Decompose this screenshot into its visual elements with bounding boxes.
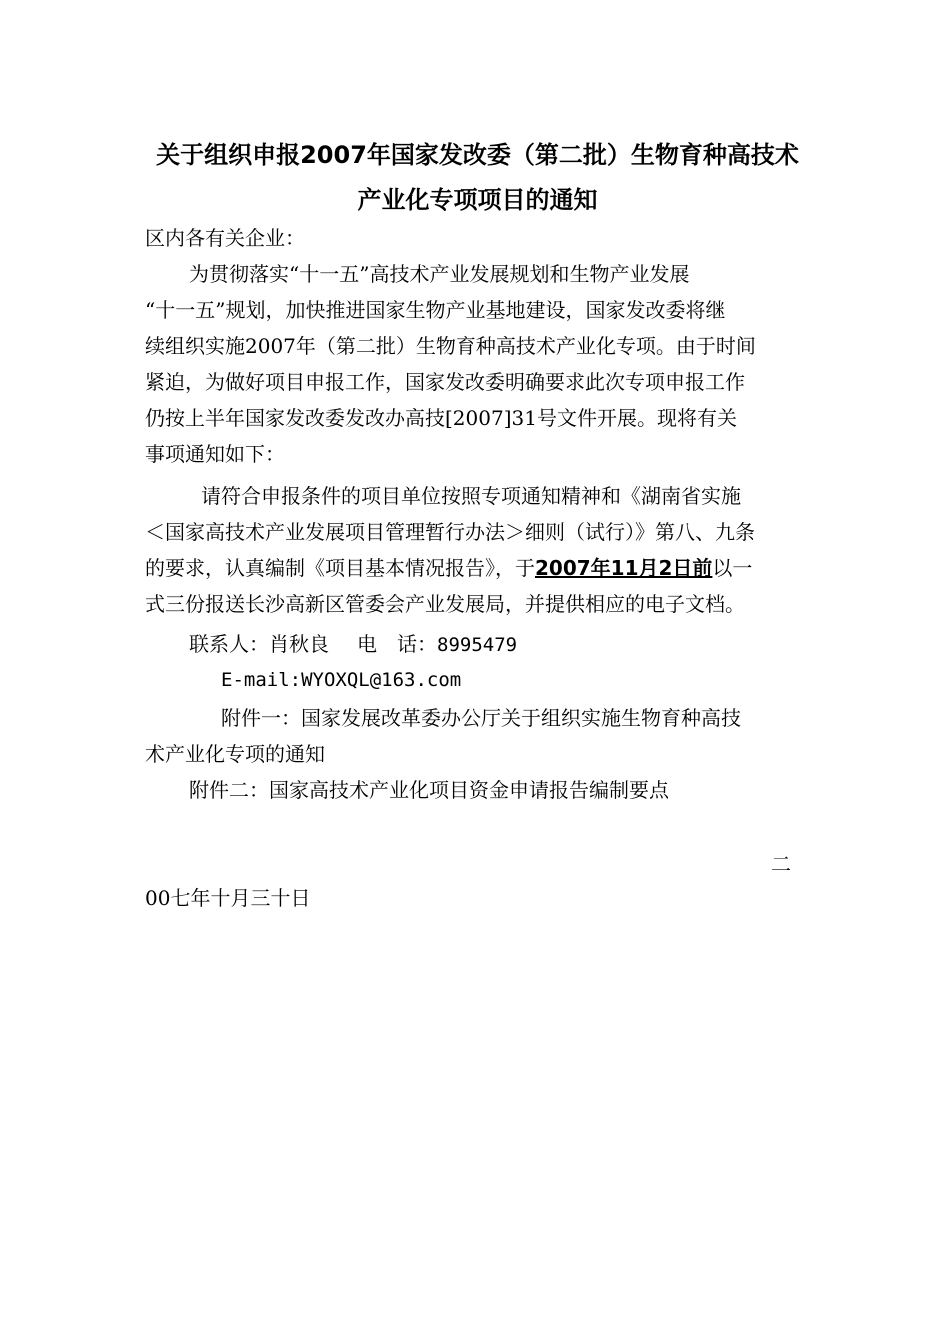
- paragraph-1-line-6: 事项通知如下：: [145, 442, 285, 466]
- date-part-1: 二: [771, 852, 791, 876]
- attachment-1-line-2: 术产业化专项的通知: [145, 742, 325, 766]
- paragraph-2-line-3-before: 的要求，认真编制《项目基本情况报告》，于: [145, 556, 535, 580]
- contact-person-name: 肖秋良: [269, 632, 329, 656]
- contact-phone-label: 电 话：: [357, 632, 437, 656]
- paragraph-1-line-3: 续组织实施2007年（第二批）生物育种高技术产业化专项。由于时间: [145, 334, 756, 358]
- paragraph-2-line-2: ＜国家高技术产业发展项目管理暂行办法＞细则（试行）》第八、九条: [145, 520, 755, 544]
- attachment-1-line-1: 附件一：国家发展改革委办公厅关于组织实施生物育种高技: [221, 706, 741, 730]
- contact-line: [189, 628, 517, 660]
- paragraph-1-line-1: 为贯彻落实“十一五”高技术产业发展规划和生物产业发展: [189, 262, 690, 286]
- attachment-2: 附件二：国家高技术产业化项目资金申请报告编制要点: [189, 778, 669, 802]
- paragraph-2-line-4: 式三份报送长沙高新区管委会产业发展局，并提供相应的电子文档。: [145, 592, 745, 616]
- contact-phone: 8995479: [437, 634, 518, 656]
- submission-deadline: 2007年11月2日前: [535, 556, 713, 580]
- paragraph-2-line-1: 请符合申报条件的项目单位按照专项通知精神和《湖南省实施: [201, 484, 741, 508]
- document-title-line-2: 产业化专项项目的通知: [357, 186, 598, 214]
- salutation: 区内各有关企业：: [145, 226, 305, 250]
- date-part-2: 00七年十月三十日: [145, 886, 311, 910]
- paragraph-2-line-3-after: 以一: [712, 556, 753, 580]
- paragraph-2-line-3: [145, 552, 752, 584]
- paragraph-1-line-4: 紧迫，为做好项目申报工作，国家发改委明确要求此次专项申报工作: [145, 370, 745, 394]
- contact-person-label: 联系人：: [189, 632, 269, 656]
- paragraph-1-line-5: 仍按上半年国家发改委发改办高技[2007]31号文件开展。现将有关: [145, 406, 737, 430]
- document-title-line-1: 关于组织申报2007年国家发改委（第二批）生物育种高技术: [156, 141, 799, 169]
- paragraph-1-line-2: “十一五”规划，加快推进国家生物产业基地建设，国家发改委将继: [145, 298, 726, 322]
- contact-email: E-mail:WYOXQL@163.com: [221, 669, 462, 691]
